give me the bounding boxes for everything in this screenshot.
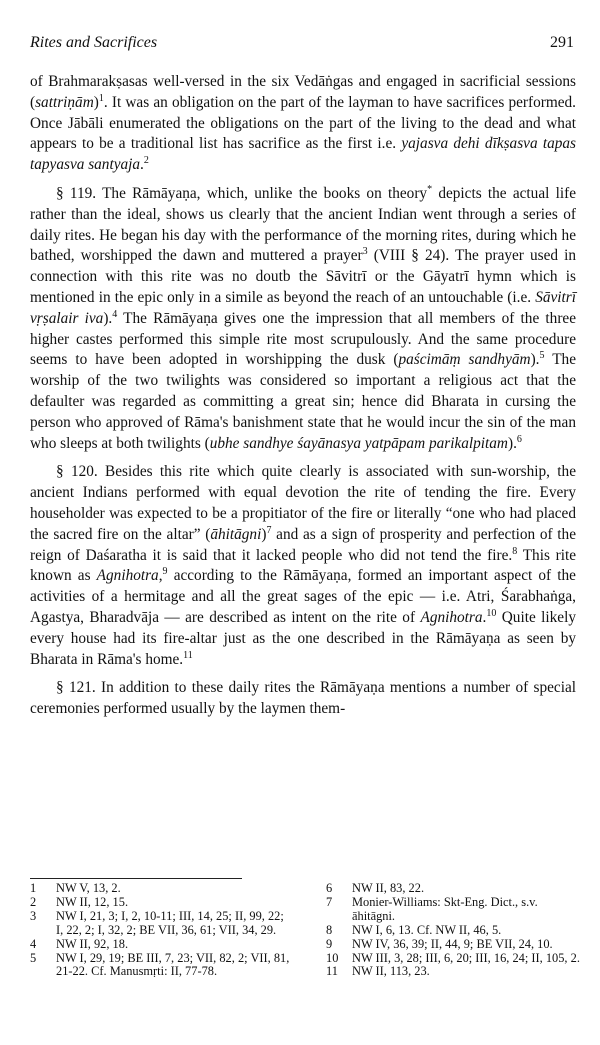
footnote-item	[30, 910, 292, 938]
footnote-item	[30, 882, 292, 896]
text-run: ,	[158, 567, 163, 585]
footnote-number: 4	[30, 936, 37, 951]
footnote-ref: 3	[362, 246, 368, 258]
text-run: . It was an obligation on the part of the layman to have sacrifices performed. Once Jābāli enumerated the obligations on the part of the living to the dead and what appears to be a traditional list has sacrifice as the first i.e.	[30, 93, 576, 153]
footnote-text: NW V, 13, 2.	[56, 881, 121, 895]
page-header	[30, 34, 574, 56]
footnote-number: 2	[30, 894, 37, 909]
footnote-ref: 5	[539, 350, 545, 362]
footnote-item	[326, 924, 580, 938]
footnote-ref: 10	[486, 607, 497, 619]
text-run: depicts the actual life rather than the ideal, shows us clearly that the ancient Indian went through a series of daily rites. He began his day with the performance of the morning rites, during which he bathed, worshipped the dawn and muttered a prayer	[30, 184, 576, 265]
italic-term: sattriṇām	[35, 93, 94, 111]
italic-term: Agnihotra	[420, 608, 483, 626]
footnote-item	[326, 896, 580, 924]
footnotes-left-column	[30, 882, 292, 979]
text-run: )	[93, 93, 99, 111]
text-run: according to the Rāmāyaṇa, formed an important aspect of the activities of a hermitage and all the great sages of the epic — i.e. Atri, Śarabhaṅga, Agastya, Bharadvāja — are described as intent on the rite of	[30, 567, 576, 626]
text-run: The worship of the two twilights was considered so important a religious act that the defaulter was regarded as committing a great sin; hence did Bharata in cursing the person who approved of Rāma's banishment state that he would incur the sin of the man who sleeps at both twilights (	[30, 351, 576, 452]
text-run: § 119. The Rāmāyaṇa, which, unlike the books on theory	[56, 184, 428, 202]
text-run: This rite known as	[30, 546, 577, 585]
footnote-number: 8	[326, 922, 333, 937]
footnote-ref: 1	[98, 92, 104, 104]
paragraph-p1	[30, 72, 576, 176]
footnote-text: NW IV, 36, 39; II, 44, 9; BE VII, 24, 10.	[352, 936, 553, 951]
text-run: § 121. In addition to these daily rites the Rāmāyaṇa mentions a number of special ceremonies performed usually by the laymen them-	[30, 679, 576, 718]
italic-term: yajasva dehi dīkṣasva tapas tapyasva santyaja	[30, 135, 576, 174]
text-run: .	[140, 156, 144, 174]
footnote-number: 5	[30, 950, 37, 965]
italic-term: Sāvitrī vṛṣalair iva	[30, 288, 576, 327]
footnote-ref: 8	[512, 545, 518, 557]
paragraph-p2	[30, 184, 576, 454]
footnote-text: NW II, 12, 15.	[56, 894, 129, 909]
footnote-text: NW I, 21, 3; I, 2, 10-11; III, 14, 25; II, 99, 22; I, 22, 2; I, 32, 2; BE VII, 36, 61; VII, 34, 29.	[56, 908, 284, 937]
footnote-item	[326, 882, 580, 896]
footnote-text: NW II, 92, 18.	[56, 936, 129, 951]
footnote-ref: 4	[112, 308, 118, 320]
text-run: Quite likely every house had its fire-altar just as the one described in the Rāmāyaṇa as seen by Bharata in Rāma's home.	[30, 608, 576, 668]
footnote-ref: 9	[162, 566, 168, 578]
footnote-text: NW II, 113, 23.	[352, 964, 430, 979]
footnote-divider	[30, 878, 242, 879]
footnote-item	[326, 938, 580, 952]
footnotes-right-column	[326, 882, 580, 979]
footnote-number: 10	[326, 950, 339, 965]
footnote-ref: 2	[143, 155, 149, 167]
footnote-text: NW I, 29, 19; BE III, 7, 23; VII, 82, 2; VII, 81, 21-22. Cf. Manusmṛti: II, 77-78.	[56, 950, 290, 979]
text-run: ).	[530, 351, 540, 369]
footnote-number: 11	[326, 964, 338, 979]
footnote-number: 9	[326, 936, 333, 951]
text-run: ).	[103, 309, 113, 327]
italic-term: paścimāṃ sandhyām	[398, 351, 531, 369]
footnote-text: NW I, 6, 13. Cf. NW II, 46, 5.	[352, 922, 502, 937]
italic-term: Agnihotra	[96, 567, 159, 585]
footnote-item	[326, 952, 580, 966]
footnote-ref: 7	[266, 524, 272, 536]
footnote-number: 7	[326, 894, 333, 909]
paragraph-p4	[30, 678, 576, 720]
text-run: (VIII § 24). The prayer used in connection with this rite was no doutb the Sāvitrī or the Gāyatrī hymn which is mentioned in the epic only in a simile as beyond the reach of an untouchable (i.e.	[30, 247, 576, 306]
footnote-number: 1	[30, 881, 37, 895]
main-text	[30, 72, 576, 720]
footnote-ref: 11	[183, 649, 193, 661]
text-run: ).	[507, 434, 517, 452]
paragraph-p3	[30, 462, 576, 670]
footnote-text: Monier-Williams: Skt-Eng. Dict., s.v. āhitāgni.	[352, 894, 538, 923]
running-title: Rites and Sacrifices	[30, 34, 158, 51]
footnote-item	[30, 896, 292, 910]
footnote-ref: *	[427, 183, 433, 195]
text-run: .	[482, 608, 487, 626]
footnote-number: 6	[326, 881, 333, 895]
footnote-item	[30, 938, 292, 952]
footnote-item	[30, 952, 292, 980]
footnote-text: NW II, 83, 22.	[352, 881, 425, 895]
footnote-ref: 6	[516, 433, 522, 445]
text-run: and as a sign of prosperity and perfection of the reign of Daśaratha it is said that it lacked people who did not tend the fire.	[30, 525, 576, 564]
text-run: § 120. Besides this rite which quite clearly is associated with sun-worship, the ancient Indians performed with equal devotion the rite of tending the fire. Every householder was expected to be a propitiator of the fire or literally “one who had placed the sacred fire on the altar” (	[30, 463, 576, 543]
text-run: The Rāmāyaṇa gives one the impression that all members of the three higher castes performed this simple rite most scrupulously. And the same procedure seems to have been adopted in worshipping the dusk (	[30, 309, 576, 369]
footnote-number: 3	[30, 908, 37, 923]
page-number: 291	[550, 34, 574, 51]
text-run: )	[261, 525, 267, 543]
italic-term: āhitāgni	[210, 525, 262, 543]
italic-term: ubhe sandhye śayānasya yatpāpam parikalpitam	[209, 434, 508, 452]
footnote-text: NW III, 3, 28; III, 6, 20; III, 16, 24; II, 105, 2.	[352, 950, 580, 965]
text-run: of Brahmarakṣasas well-versed in the six Vedāṅgas and engaged in sacrificial sessions (	[30, 73, 576, 111]
footnote-item	[326, 965, 580, 979]
